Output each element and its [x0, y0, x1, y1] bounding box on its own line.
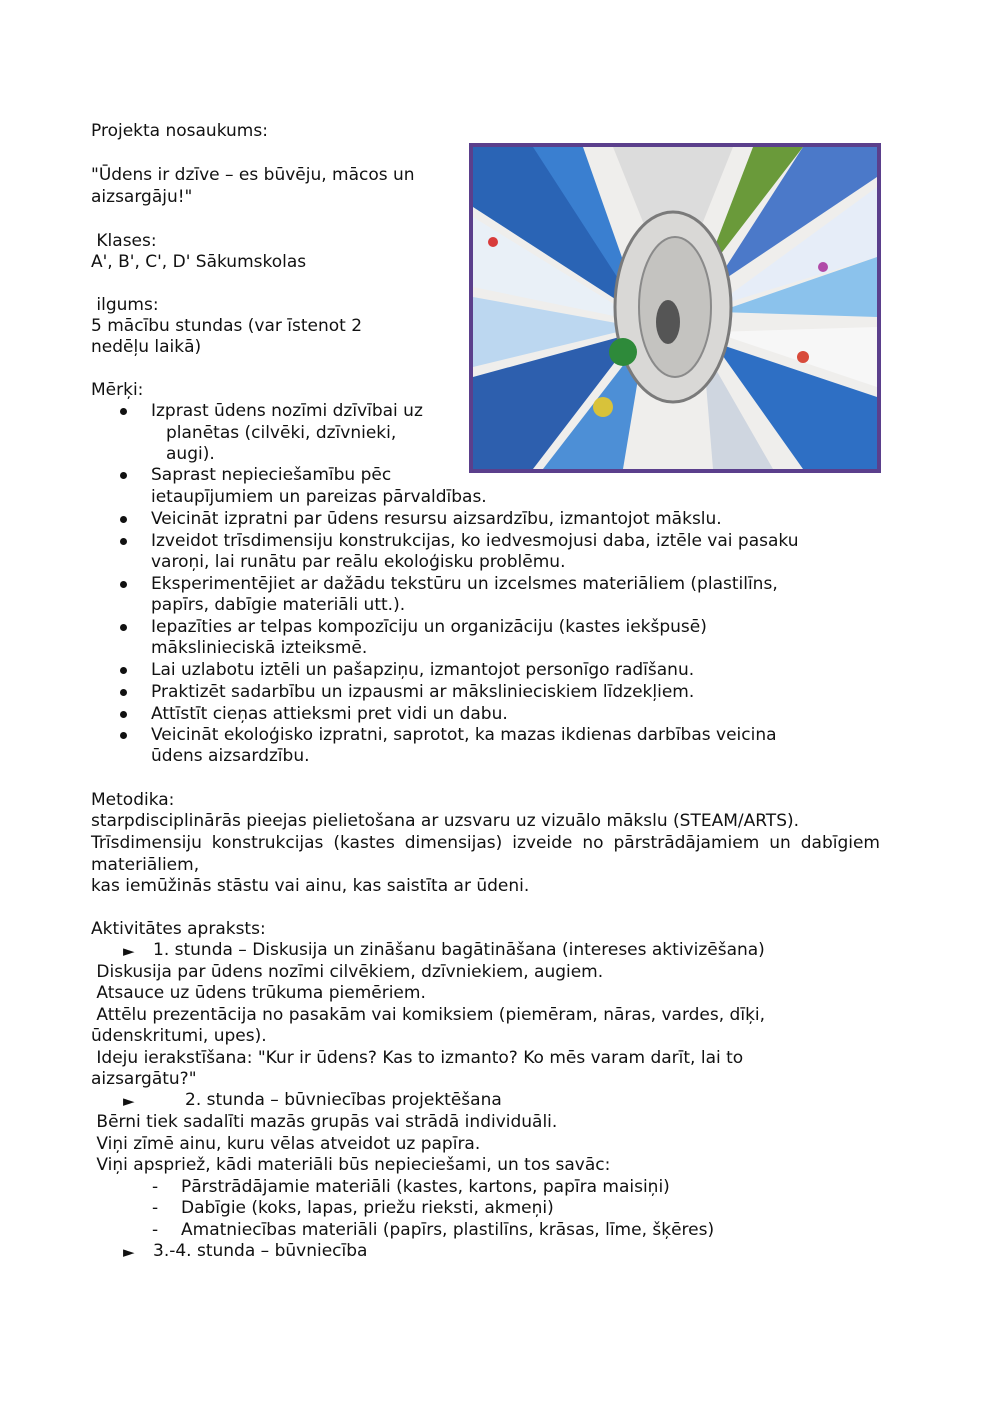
material-item: Pārstrādājamie materiāli (kastes, kartons, papīra maisiņi): [181, 1177, 670, 1197]
lesson-2-line: Viņi zīmē ainu, kuru vēlas atveidot uz papīra.: [91, 1134, 481, 1154]
method-line: starpdisciplinārās pieejas pielietošana ar uzsvaru uz vizuālo mākslu (STEAM/ARTS).: [91, 811, 800, 831]
project-title-line-1: "Ūdens ir dzīve – es būvēju, mācos un: [91, 165, 415, 185]
arrow-right-icon: ►: [123, 1092, 135, 1110]
bullet-icon: [120, 516, 127, 523]
lesson-1-line: Diskusija par ūdens nozīmi cilvēkiem, dzīvniekiem, augiem.: [91, 962, 604, 982]
goal-item: Izveidot trīsdimensiju konstrukcijas, ko iedvesmojusi daba, iztēle vai pasaku: [151, 531, 799, 551]
bullet-icon: [120, 689, 127, 696]
lesson-2-heading: 2. stunda – būvniecības projektēšana: [185, 1090, 502, 1110]
goal-item-continuation: varoņi, lai runātu par reālu ekoloģisku problēmu.: [151, 552, 566, 572]
goal-item: Veicināt izpratni par ūdens resursu aizsardzību, izmantojot mākslu.: [151, 509, 722, 529]
material-item: Amatniecības materiāli (papīrs, plastilīns, krāsas, līme, šķēres): [181, 1220, 715, 1240]
lesson-1-line: Atsauce uz ūdens trūkuma piemēriem.: [91, 983, 426, 1003]
duration-label: ilgums:: [91, 295, 159, 315]
goal-item: Lai uzlabotu iztēli un pašapziņu, izmantojot personīgo radīšanu.: [151, 660, 695, 680]
method-paragraph: Trīsdimensiju konstrukcijas (kastes dimensijas) izveide no pārstrādājamiem un dabīgiem materiāliem,: [91, 833, 880, 875]
goal-item: Iepazīties ar telpas kompozīciju un organizāciju (kastes iekšpusē): [151, 617, 707, 637]
goal-item-continuation: planētas (cilvēki, dzīvnieki,: [166, 423, 397, 443]
bullet-icon: [120, 538, 127, 545]
project-label: Projekta nosaukums:: [91, 121, 268, 141]
dash-marker: -: [152, 1177, 159, 1197]
goal-item: Veicināt ekoloģisko izpratni, saprotot, ka mazas ikdienas darbības veicina: [151, 725, 777, 745]
classes-value: A', B', C', D' Sākumskolas: [91, 252, 307, 272]
method-label: Metodika:: [91, 790, 175, 810]
lesson-1-line: aizsargātu?": [91, 1069, 197, 1089]
arrow-right-icon: ►: [123, 1243, 135, 1261]
project-title-line-2: aizsargāju!": [91, 187, 193, 207]
arrow-right-icon: ►: [123, 942, 135, 960]
bullet-icon: [120, 408, 127, 415]
goals-label: Mērķi:: [91, 380, 144, 400]
duration-line-2: nedēļu laikā): [91, 337, 202, 357]
goal-item: Saprast nepieciešamību pēc: [151, 465, 392, 485]
method-line-last: kas iemūžinās stāstu vai ainu, kas saistīta ar ūdeni.: [91, 876, 530, 896]
goal-item-continuation: augi).: [166, 444, 215, 464]
goal-item: Attīstīt cieņas attieksmi pret vidi un dabu.: [151, 704, 508, 724]
dash-marker: -: [152, 1198, 159, 1218]
goal-item-continuation: mākslinieciskā izteiksmē.: [151, 638, 368, 658]
dash-marker: -: [152, 1220, 159, 1240]
lesson-1-heading: 1. stunda – Diskusija un zināšanu bagātināšana (intereses aktivizēšana): [153, 940, 765, 960]
lesson-2-line: Bērni tiek sadalīti mazās grupās vai strādā individuāli.: [91, 1112, 558, 1132]
student-artwork-image: [469, 143, 881, 473]
lesson-2-line: Viņi apspriež, kādi materiāli būs nepieciešami, un tos savāc:: [91, 1155, 611, 1175]
goal-item: Praktizēt sadarbību un izpausmi ar mākslinieciskiem līdzekļiem.: [151, 682, 695, 702]
material-item: Dabīgie (koks, lapas, priežu rieksti, akmeņi): [181, 1198, 554, 1218]
duration-line-1: 5 mācību stundas (var īstenot 2: [91, 316, 363, 336]
goal-item-continuation: ietaupījumiem un pareizas pārvaldības.: [151, 487, 487, 507]
goal-item-continuation: papīrs, dabīgie materiāli utt.).: [151, 595, 406, 615]
bullet-icon: [120, 581, 127, 588]
bullet-icon: [120, 667, 127, 674]
goal-item: Eksperimentējiet ar dažādu tekstūru un izcelsmes materiāliem (plastilīns,: [151, 574, 778, 594]
goal-item: Izprast ūdens nozīmi dzīvībai uz: [151, 401, 423, 421]
bullet-icon: [120, 624, 127, 631]
bullet-icon: [120, 732, 127, 739]
lesson-1-line: ūdenskritumi, upes).: [91, 1026, 267, 1046]
activity-label: Aktivitātes apraksts:: [91, 919, 266, 939]
lesson-3-heading: 3.-4. stunda – būvniecība: [153, 1241, 368, 1261]
classes-label: Klases:: [91, 231, 157, 251]
lesson-1-line: Ideju ierakstīšana: "Kur ir ūdens? Kas to izmanto? Ko mēs varam darīt, lai to: [91, 1048, 744, 1068]
lesson-1-line: Attēlu prezentācija no pasakām vai komiksiem (piemēram, nāras, vardes, dīķi,: [91, 1005, 766, 1025]
bullet-icon: [120, 472, 127, 479]
bullet-icon: [120, 711, 127, 718]
goal-item-continuation: ūdens aizsardzību.: [151, 746, 310, 766]
